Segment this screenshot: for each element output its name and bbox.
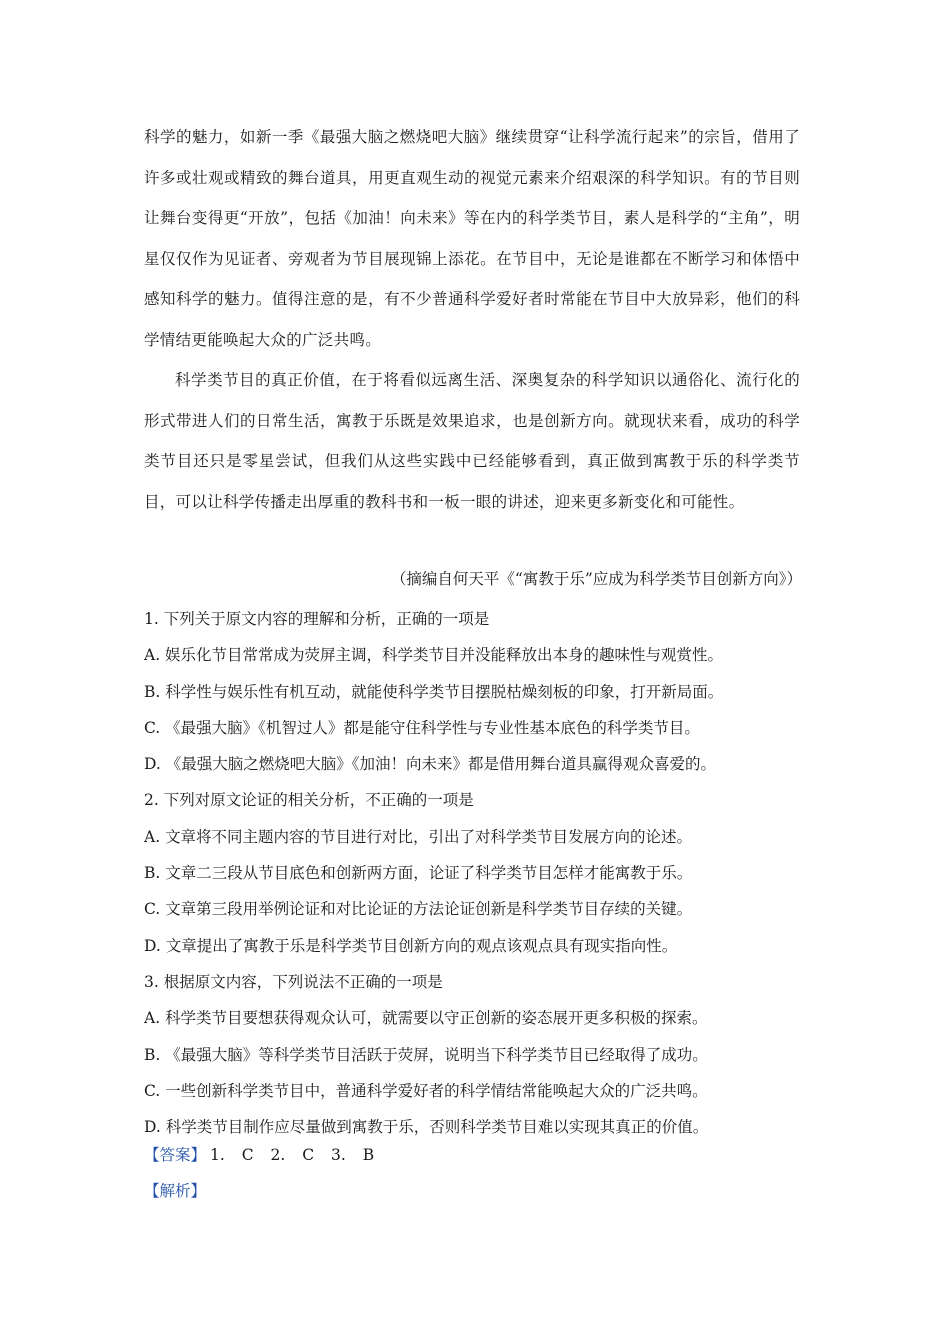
answer-line: [144, 1141, 374, 1169]
question-1-option-a: A. 娱乐化节目常常成为荧屏主调，科学类节目并没能释放出本身的趣味性与观赏性。: [144, 646, 724, 665]
explanation-label: 【解析】: [144, 1182, 207, 1200]
question-2-option-a: A. 文章将不同主题内容的节目进行对比，引出了对科学类节目发展方向的论述。: [144, 827, 693, 846]
question-2-option-d: D. 文章提出了寓教于乐是科学类节目创新方向的观点该观点具有现实指向性。: [144, 936, 678, 955]
question-3-stem: 3. 根据原文内容，下列说法不正确的一项是: [144, 972, 443, 991]
question-3-option-b: B. 《最强大脑》等科学类节目活跃于荧屏，说明当下科学类节目已经取得了成功。: [144, 1045, 708, 1064]
question-3-option-c: C. 一些创新科学类节目中，普通科学爱好者的科学情结常能唤起大众的广泛共鸣。: [144, 1081, 708, 1100]
explanation-line: [144, 1177, 206, 1205]
answer-label: 【答案】: [144, 1146, 207, 1164]
question-2-option-c: C. 文章第三段用举例论证和对比论证的方法论证创新是科学类节目存续的关键。: [144, 900, 693, 919]
article-paragraph-2: 科学类节目的真正价值，在于将看似远离生活、深奥复杂的科学知识以通俗化、流行化的形式带进人们的日常生活，寓教于乐既是效果追求，也是创新方向。就现状来看，成功的科学类节目还只是零星尝试，但我们从这些实践中已经能够看到，真正做到寓教于乐的科学类节目，可以让科学传播走出厚重的教科书和一板一眼的讲述，迎来更多新变化和可能性。: [144, 371, 800, 511]
question-list: [144, 601, 814, 1145]
question-3-option-a: A. 科学类节目要想获得观众认可，就需要以守正创新的姿态展开更多积极的探索。: [144, 1009, 708, 1028]
question-1-option-c: C. 《最强大脑》《机智过人》都是能守住科学性与专业性基本底色的科学类节目。: [144, 718, 700, 737]
article-source: （摘编自何天平《“寓教于乐”应成为科学类节目创新方向》）: [390, 570, 802, 588]
question-1-option-d: D. 《最强大脑之燃烧吧大脑》《加油！向未来》都是借用舞台道具赢得观众喜爱的。: [144, 755, 716, 774]
question-2-option-b: B. 文章二三段从节目底色和创新两方面，论证了科学类节目怎样才能寓教于乐。: [144, 864, 693, 883]
question-2-stem: 2. 下列对原文论证的相关分析，不正确的一项是: [144, 791, 474, 810]
article-paragraph-1: 科学的魅力，如新一季《最强大脑之燃烧吧大脑》继续贯穿“让科学流行起来”的宗旨，借用了许多或壮观或精致的舞台道具，用更直观生动的视觉元素来介绍艰深的科学知识。有的节目则让舞台变得更“开放”，包括《加油！向未来》等在内的科学类节目，素人是科学的“主角”，明星仅仅作为见证者、旁观者为节目展现锦上添花。在节目中，无论是谁都在不断学习和体悟中感知科学的魅力。值得注意的是，有不少普通科学爱好者时常能在节目中大放异彩，他们的科学情结更能唤起大众的广泛共鸣。: [144, 128, 800, 349]
question-1-stem: 1. 下列关于原文内容的理解和分析，正确的一项是: [144, 610, 490, 628]
answer-value: 1. C 2. C 3. B: [210, 1146, 375, 1164]
question-3-option-d: D. 科学类节目制作应尽量做到寓教于乐，否则科学类节目难以实现其真正的价值。: [144, 1118, 709, 1137]
question-1-option-b: B. 科学性与娱乐性有机互动，就能使科学类节目摆脱枯燥刻板的印象，打开新局面。: [144, 682, 724, 701]
